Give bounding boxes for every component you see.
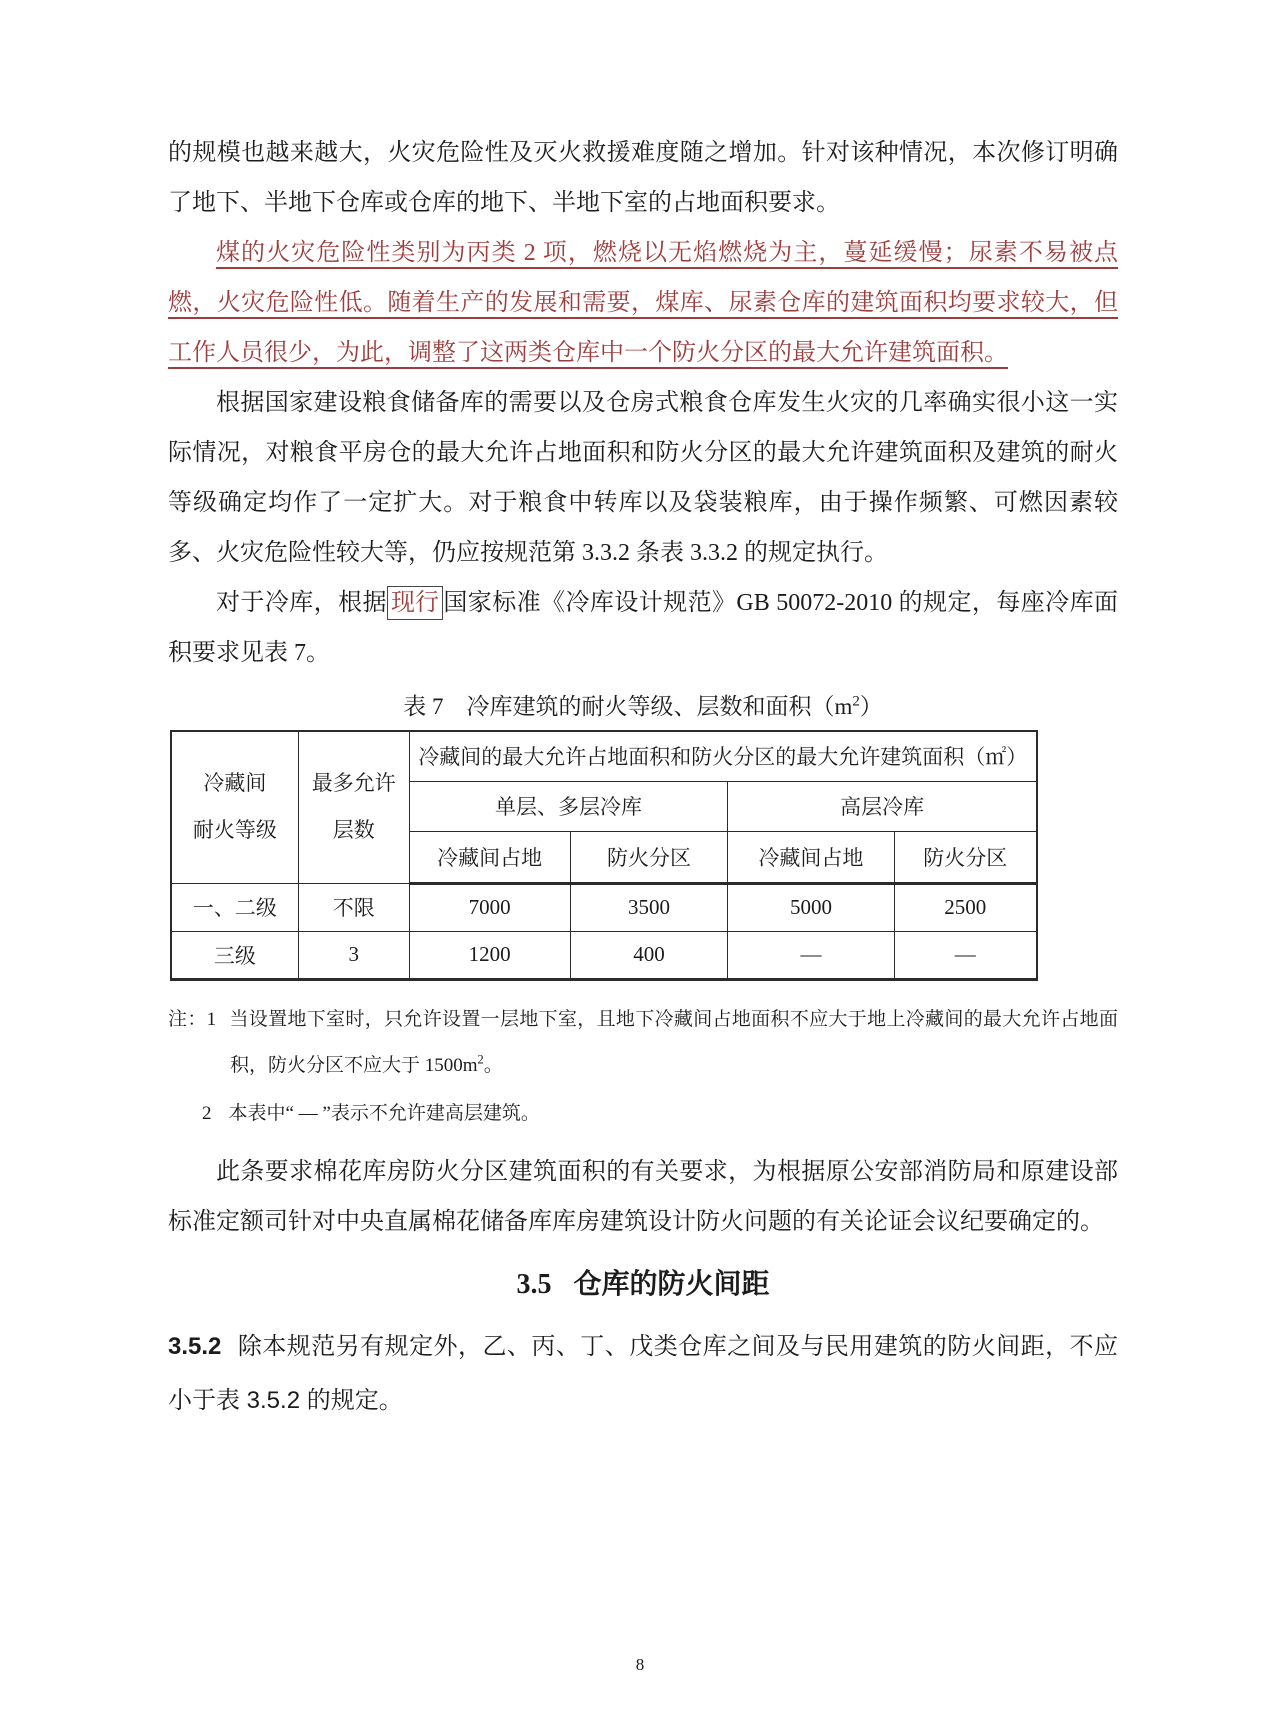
cell-grade: 三级	[171, 931, 298, 979]
header-span-title: 冷藏间的最大允许占地面积和防火分区的最大允许建筑面积（㎡）	[409, 731, 1037, 781]
clause-text: 除本规范另有规定外，乙、丙、丁、戊类仓库之间及与民用建筑的防火间距，不应小于表 3.5.2 的规定。	[168, 1332, 1118, 1414]
table-notes	[168, 997, 1118, 1137]
cell-value: 2500	[894, 883, 1037, 931]
table-row-grade-1-2	[171, 883, 1037, 931]
cell-floors: 不限	[298, 883, 409, 931]
header-sub-compartment-high: 防火分区	[894, 831, 1037, 883]
paragraph-cold-storage-post: 国家标准《冷库设计规范》GB 50072-2010 的规定，每座冷库面积要求见表 7。	[168, 590, 1118, 666]
table-7-cold-storage	[170, 730, 1038, 981]
page-number: 8	[635, 1655, 645, 1674]
cell-value: —	[894, 931, 1037, 979]
paragraph-cotton-warehouse: 此条要求棉花库房防火分区建筑面积的有关要求，为根据原公安部消防局和原建设部标准定额司针对中央直属棉花储备库库房建筑设计防火问题的有关论证会议纪要确定的。	[168, 1158, 1118, 1235]
paragraph-continuation: 的规模也越来越大，火灾危险性及灭火救援难度随之增加。针对该种情况，本次修订明确了地下、半地下仓库或仓库的地下、半地下室的占地面积要求。	[168, 140, 1118, 216]
note-number: 2	[202, 1102, 212, 1124]
cell-value: —	[728, 931, 894, 979]
header-max-floors: 最多允许 层数	[298, 731, 409, 883]
paragraph-cold-storage	[168, 578, 1118, 678]
header-sub-footprint-high: 冷藏间占地	[728, 831, 894, 883]
clause-3-5-2	[168, 1320, 1118, 1428]
header-group-high-rise: 高层冷库	[728, 781, 1037, 831]
cell-grade: 一、二级	[171, 883, 298, 931]
caption-superscript: 2	[852, 693, 860, 710]
revision-boxed-term: 现行	[387, 586, 443, 620]
section-heading-3-5	[168, 1263, 1118, 1306]
section-number: 3.5	[516, 1268, 552, 1300]
table-row-grade-3	[171, 931, 1037, 979]
note-label: 注：1	[168, 1008, 217, 1030]
note-superscript: 2	[477, 1052, 484, 1067]
clause-number: 3.5.2	[168, 1332, 222, 1360]
cell-value: 400	[570, 931, 728, 979]
table-note-1: 注：1 当设置地下室时，只允许设置一层地下室，且地下冷藏间占地面积不应大于地上冷藏间的最大允许占地面积，防火分区不应大于 $1500m^2$。	[168, 1008, 1118, 1076]
section-title: 仓库的防火间距	[573, 1267, 770, 1299]
header-sub-footprint-low: 冷藏间占地	[409, 831, 570, 883]
cell-value: 1200	[409, 931, 570, 979]
header-fire-resistance: 冷藏间 耐火等级	[171, 731, 298, 883]
header-group-low-rise: 单层、多层冷库	[409, 781, 728, 831]
paragraph-revision-red: 煤的火灾危险性类别为丙类 2 项，燃烧以无焰燃烧为主，蔓延缓慢；尿素不易被点燃，火灾危险性低。随着生产的发展和需要，煤库、尿素仓库的建筑面积均要求较大，但工作人员很少，为此，调整了这两类仓库中一个防火分区的最大允许建筑面积。	[168, 240, 1118, 366]
cell-value: 3500	[570, 883, 728, 931]
table-header-row-1	[171, 731, 1037, 781]
paragraph-cold-storage-pre: 对于冷库，根据	[216, 590, 387, 616]
table-7-caption: 表 7 冷库建筑的耐火等级、层数和面积$(m^2)$	[403, 693, 883, 719]
cell-value: 5000	[728, 883, 894, 931]
cell-floors: 3	[298, 931, 409, 979]
paragraph-grain-warehouse: 根据国家建设粮食储备库的需要以及仓房式粮食仓库发生火灾的几率确实很小这一实际情况，对粮食平房仓的最大允许占地面积和防火分区的最大允许建筑面积及建筑的耐火等级确定均作了一定扩大。对于粮食中转库以及袋装粮库，由于操作频繁、可燃因素较多、火灾危险性较大等，仍应按规范第 3.3.2 条表 3.3.2 的规定执行。	[168, 390, 1118, 566]
header-sub-compartment-low: 防火分区	[570, 831, 728, 883]
cell-value: 7000	[409, 883, 570, 931]
table-note-2: 2 本表中“ — ”表示不允许建高层建筑。	[202, 1102, 540, 1124]
